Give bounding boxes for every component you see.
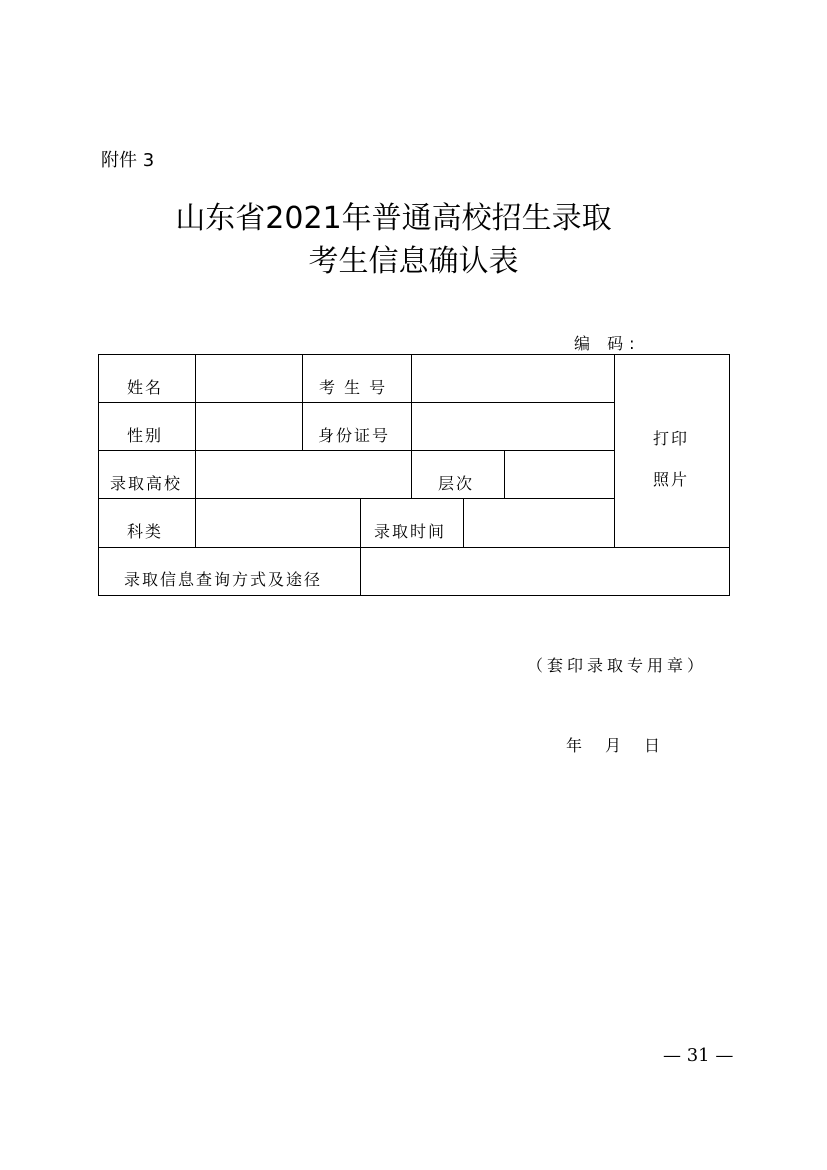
date-year-label: 年 (566, 736, 583, 755)
photo-label-line1: 打印 (653, 429, 690, 448)
table-grid (98, 354, 730, 596)
exam-number-label: 考 生 号 (319, 378, 388, 397)
code-label: 编 码: (574, 334, 641, 353)
photo-label-line2: 照片 (653, 470, 690, 489)
form-title-line2: 考生信息确认表 (308, 244, 519, 279)
stamp-note: （套印录取专用章） (527, 656, 708, 675)
gender-label: 性别 (127, 426, 164, 445)
date-day-label: 日 (644, 736, 661, 755)
id-number-label: 身份证号 (318, 426, 391, 445)
attachment-label: 附件 3 (101, 150, 155, 171)
date-month-label: 月 (605, 736, 622, 755)
school-label: 录取高校 (110, 474, 183, 493)
name-label: 姓名 (127, 378, 164, 397)
info-table (98, 354, 730, 596)
page-number: — 31 — (663, 1045, 734, 1066)
admission-time-label: 录取时间 (374, 522, 447, 541)
level-label: 层次 (438, 474, 475, 493)
form-title-line1: 山东省2021年普通高校招生录取 (175, 201, 612, 236)
query-method-label: 录取信息查询方式及途径 (124, 570, 323, 589)
subject-label: 科类 (127, 522, 164, 541)
